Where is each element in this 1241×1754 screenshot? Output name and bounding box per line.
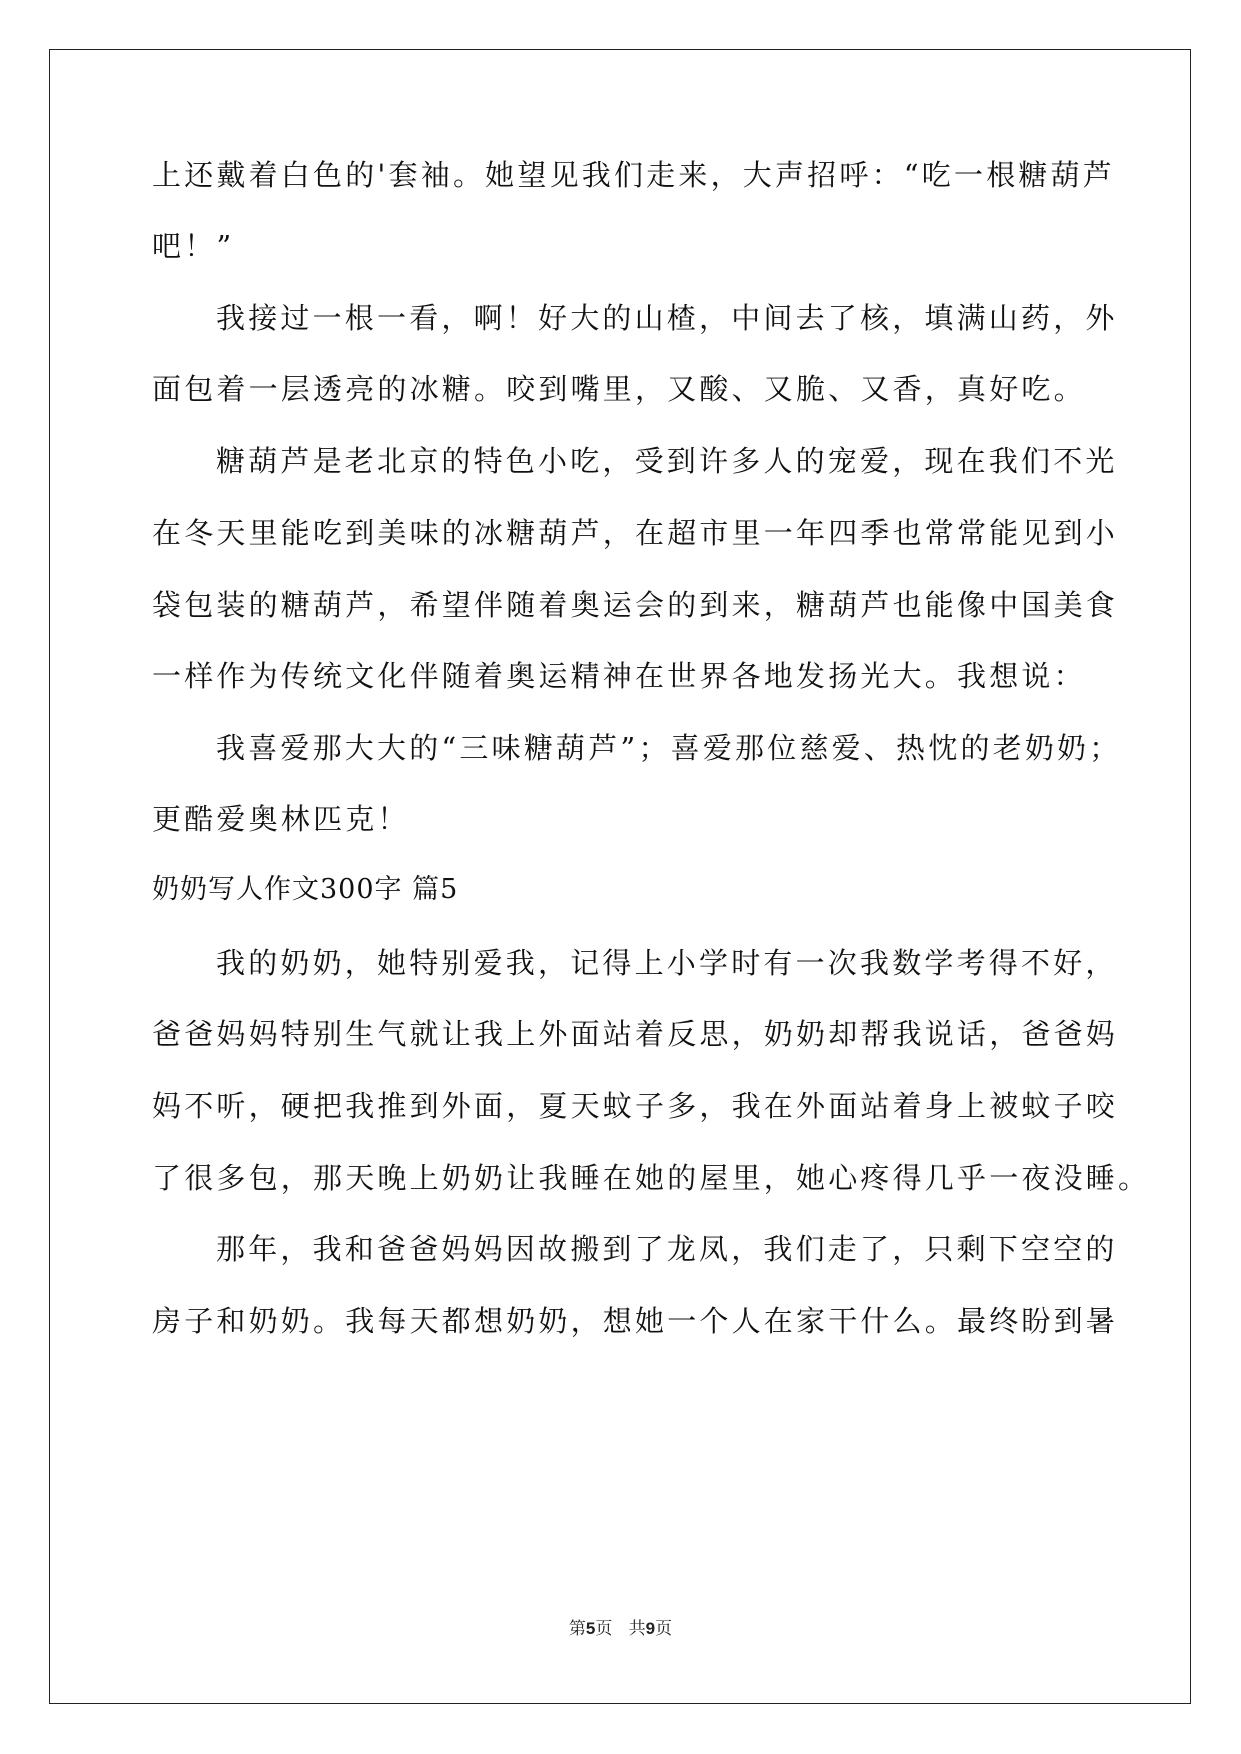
text-line: 我喜爱那大大的“三味糖葫芦”；喜爱那位慈爱、热忱的老奶奶； [216, 731, 1122, 765]
text-line: 我的奶奶，她特别爱我，记得上小学时有一次我数学考得不好， [216, 946, 1118, 980]
text-line: 更酷爱奥林匹克！ [152, 802, 410, 836]
text-line: 了很多包，那天晚上奶奶让我睡在她的屋里，她心疼得几乎一夜没睡。 [152, 1161, 1151, 1195]
text-line: 我接过一根一看，啊！好大的山楂，中间去了核，填满山药，外 [216, 301, 1118, 335]
page-label-suffix: 页 [595, 1619, 613, 1639]
page-number: 5 [585, 1619, 596, 1638]
text-line: 那年，我和爸爸妈妈因故搬到了龙凤，我们走了，只剩下空空的 [216, 1232, 1118, 1266]
text-line: 吧！” [152, 229, 235, 263]
text-line: 房子和奶奶。我每天都想奶奶，想她一个人在家干什么。最终盼到暑 [152, 1304, 1119, 1338]
section-heading: 奶奶写人作文300字 篇5 [152, 874, 459, 905]
text-line: 在冬天里能吃到美味的冰糖葫芦，在超市里一年四季也常常能见到小 [152, 516, 1119, 550]
text-line: 上还戴着白色的'套袖。她望见我们走来，大声招呼：“吃一根糖葫芦 [152, 158, 1115, 192]
page-label-prefix: 第 [568, 1619, 586, 1639]
text-line: 妈不听，硬把我推到外面，夏天蚊子多，我在外面站着身上被蚊子咬 [152, 1089, 1119, 1123]
text-line: 爸爸妈妈特别生气就让我上外面站着反思，奶奶却帮我说话，爸爸妈 [152, 1017, 1119, 1051]
text-line: 面包着一层透亮的冰糖。咬到嘴里，又酸、又脆、又香，真好吃。 [152, 372, 1086, 406]
text-line: 袋包装的糖葫芦，希望伴随着奥运会的到来，糖葫芦也能像中国美食 [152, 588, 1119, 622]
text-line: 一样作为传统文化伴随着奥运精神在世界各地发扬光大。我想说： [152, 659, 1086, 693]
page-footer [0, 1617, 1241, 1641]
total-label-prefix: 共 [628, 1619, 646, 1639]
total-label-suffix: 页 [655, 1619, 673, 1639]
total-pages: 9 [645, 1619, 656, 1638]
text-line: 糖葫芦是老北京的特色小吃，受到许多人的宠爱，现在我们不光 [216, 444, 1118, 478]
